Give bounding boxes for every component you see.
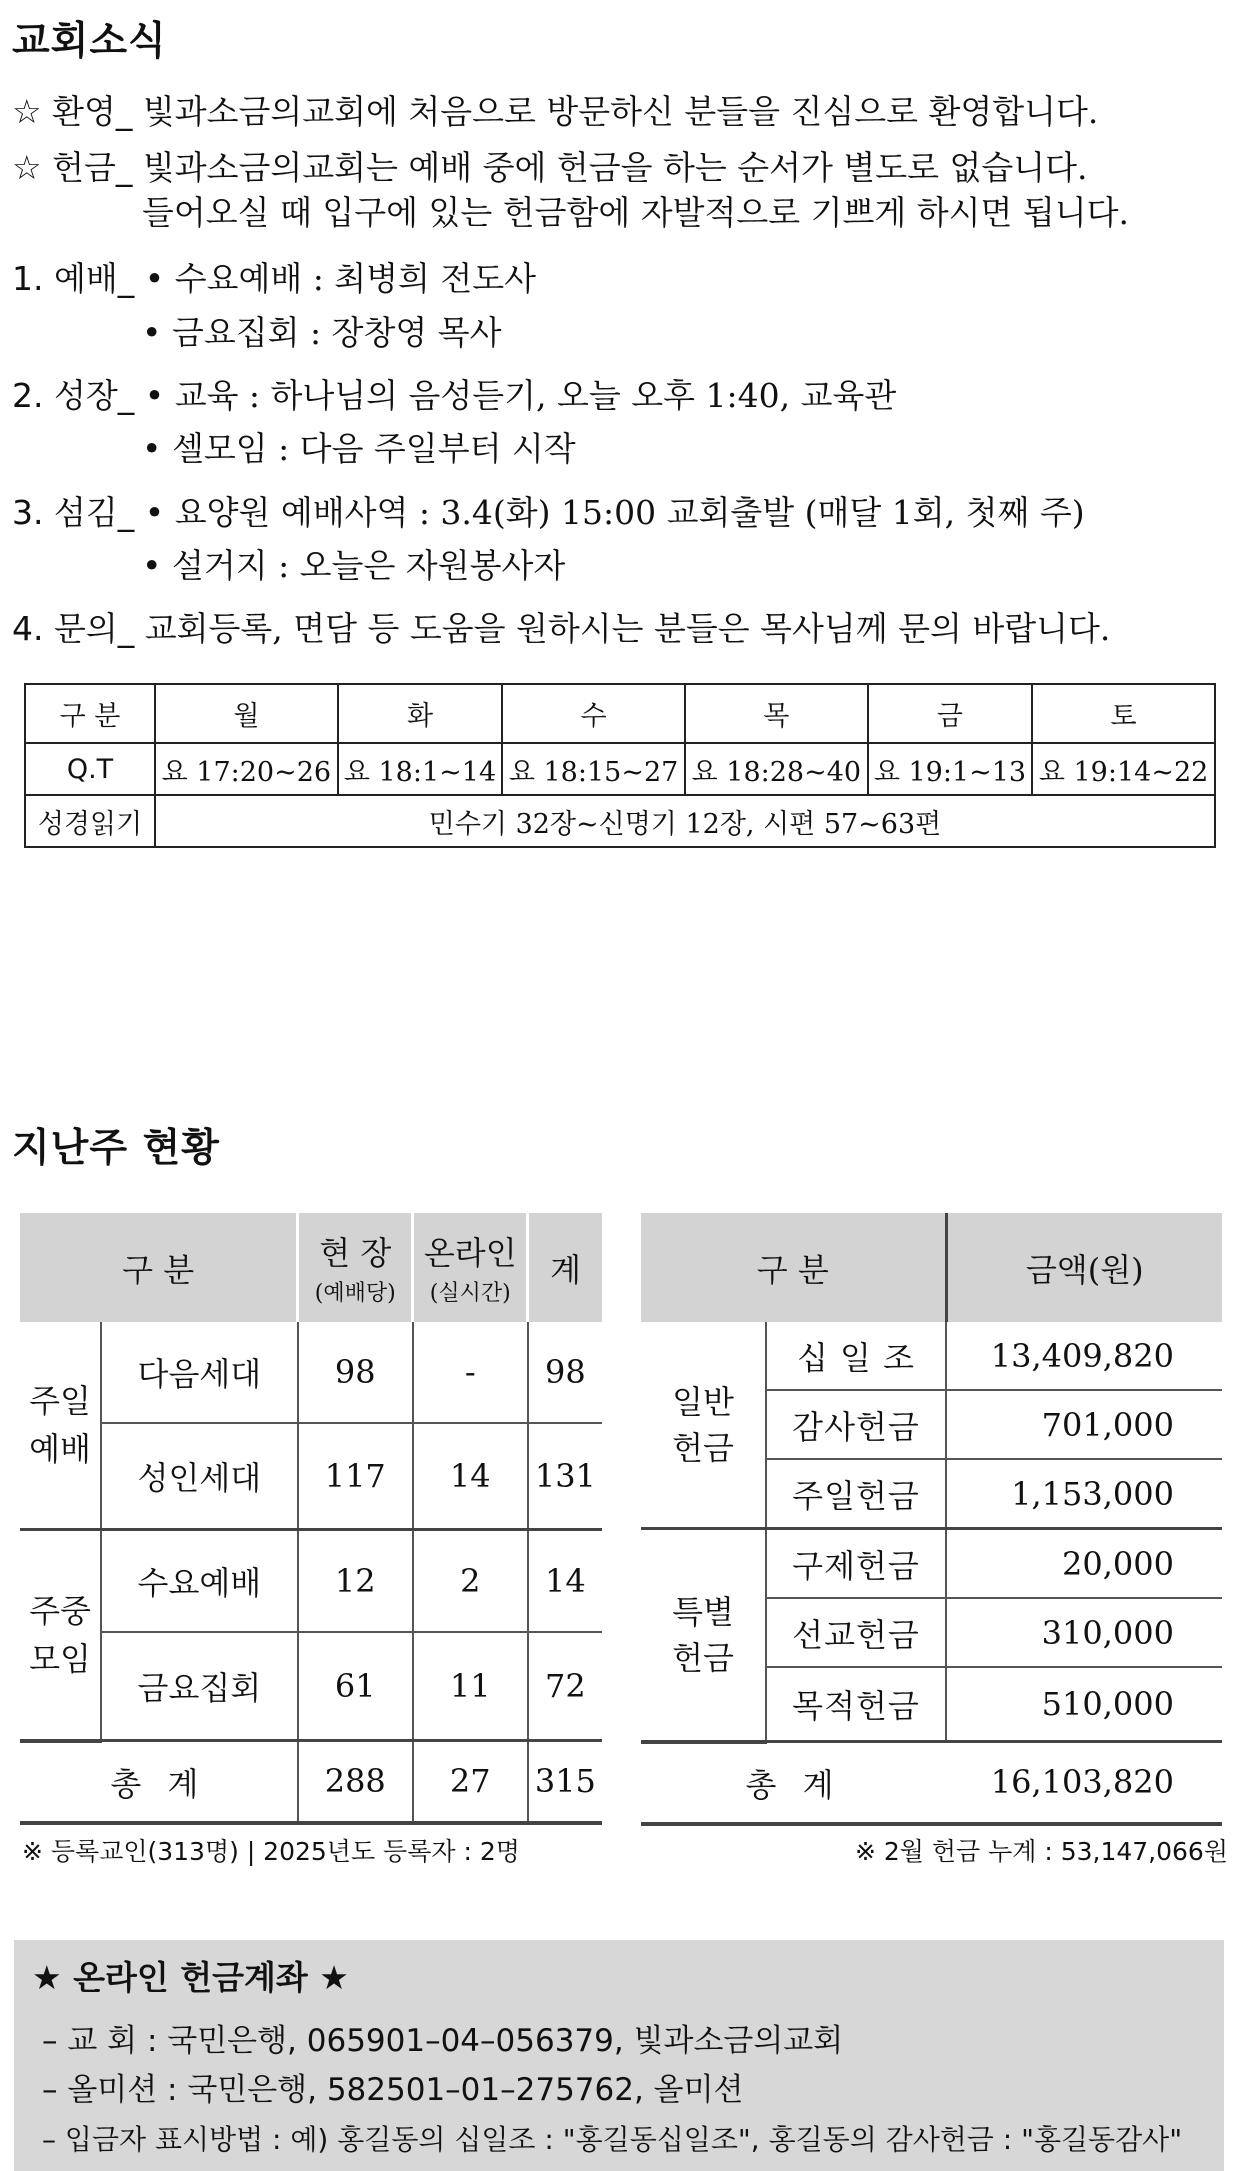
attendance-row-label: 다음세대 (101, 1322, 298, 1423)
attendance-total-sum: 315 (528, 1741, 602, 1823)
table-row (20, 1423, 602, 1530)
service-tag: 3. 섬김_ (12, 493, 135, 532)
offering-table (641, 1213, 1222, 1826)
notice-item-growth (12, 376, 896, 416)
qt-cell-mon: 요 17:20~26 (155, 743, 338, 795)
welcome-notice (12, 92, 1098, 132)
section-title-news: 교회소식 (12, 19, 167, 64)
reading-value: 민수기 32장~신명기 12장, 시편 57~63편 (155, 795, 1215, 847)
attendance-total-row (20, 1741, 602, 1823)
offering-amount: 13,409,820 (946, 1322, 1222, 1390)
attendance-row-label: 수요예배 (101, 1530, 298, 1633)
offering-text-line1: 빛과소금의교회는 예배 중에 헌금을 하는 순서가 별도로 없습니다. (142, 148, 1088, 187)
table-row (20, 1322, 602, 1423)
attendance-online-value: - (413, 1322, 528, 1423)
offering-header-row (641, 1213, 1222, 1322)
offering-header-amount: 금액(원) (946, 1213, 1222, 1322)
reading-label: 성경읽기 (25, 795, 155, 847)
online-label: 온라인 (423, 1234, 517, 1272)
qt-header-thu: 목 (685, 684, 868, 743)
attendance-group-weekday: 주중 모임 (20, 1530, 101, 1741)
growth-line2: • 셀모임 : 다음 주일부터 시작 (142, 429, 576, 468)
table-row (641, 1322, 1222, 1390)
notice-item-worship (12, 259, 536, 299)
account-church: – 교 회 : 국민은행, 065901–04–056379, 빛과소금의교회 (42, 2023, 844, 2059)
attendance-header-row (20, 1213, 602, 1322)
offering-item-label: 감사헌금 (766, 1390, 946, 1459)
attendance-total-label: 총 계 (20, 1741, 298, 1823)
section-title-weekly: 지난주 현황 (12, 1126, 220, 1171)
attendance-online-value: 14 (413, 1423, 528, 1530)
registration-note: ※ 등록교인(313명) | 2025년도 등록자 : 2명 (22, 1837, 520, 1866)
online-account-box (14, 1940, 1224, 2171)
onsite-label: 현 장 (319, 1234, 392, 1272)
qt-cell-wed: 요 18:15~27 (502, 743, 685, 795)
offering-total-amount: 16,103,820 (946, 1742, 1222, 1824)
attendance-table (20, 1213, 602, 1825)
attendance-onsite-value: 12 (298, 1530, 413, 1633)
table-row (641, 1529, 1222, 1599)
online-sublabel: (실시간) (429, 1281, 511, 1306)
attendance-total-onsite: 288 (298, 1741, 413, 1823)
offering-item-label: 선교헌금 (766, 1598, 946, 1667)
attendance-total-value: 72 (528, 1632, 602, 1741)
attendance-group-sunday: 주일 예배 (20, 1322, 101, 1530)
offering-item-label: 구제헌금 (766, 1529, 946, 1599)
offering-item-label: 십 일 조 (766, 1322, 946, 1390)
onsite-sublabel: (예배당) (314, 1281, 396, 1306)
reading-row (25, 795, 1215, 847)
offering-amount: 1,153,000 (946, 1459, 1222, 1529)
table-row (20, 1530, 602, 1633)
table-row (20, 1632, 602, 1741)
monthly-offering-note: ※ 2월 헌금 누계 : 53,147,066원 (854, 1837, 1228, 1866)
offering-amount: 310,000 (946, 1598, 1222, 1667)
notice-item-service (12, 493, 1085, 533)
attendance-header-category: 구 분 (20, 1213, 298, 1322)
notice-item-inquiry (12, 609, 1110, 649)
attendance-header-online (413, 1213, 528, 1322)
attendance-row-label: 성인세대 (101, 1423, 298, 1530)
attendance-total-online: 27 (413, 1741, 528, 1823)
offering-tag: ☆ 헌금_ (12, 148, 133, 187)
account-method: – 입금자 표시방법 : 예) 홍길동의 십일조 : "홍길동십일조", 홍길동의 감사헌금 : "홍길동감사" (42, 2123, 1183, 2156)
attendance-total-value: 98 (528, 1322, 602, 1423)
inquiry-line1: 교회등록, 면담 등 도움을 원하시는 분들은 목사님께 문의 바랍니다. (144, 609, 1111, 648)
account-mission: – 올미션 : 국민은행, 582501–01–275762, 올미션 (42, 2072, 744, 2108)
offering-group-general: 일반 헌금 (641, 1322, 766, 1529)
attendance-header-onsite (298, 1213, 413, 1322)
service-line1: • 요양원 예배사역 : 3.4(화) 15:00 교회출발 (매달 1회, 첫째 주) (144, 493, 1085, 532)
offering-amount: 701,000 (946, 1390, 1222, 1459)
offering-notice (12, 148, 1087, 188)
offering-amount: 510,000 (946, 1667, 1222, 1742)
attendance-onsite-value: 61 (298, 1632, 413, 1741)
attendance-total-value: 14 (528, 1530, 602, 1633)
welcome-text: 빛과소금의교회에 처음으로 방문하신 분들을 진심으로 환영합니다. (142, 92, 1099, 131)
account-title: ★ 온라인 헌금계좌 ★ (32, 1958, 349, 1997)
attendance-onsite-value: 98 (298, 1322, 413, 1423)
attendance-row-label: 금요집회 (101, 1632, 298, 1741)
offering-item-label: 목적헌금 (766, 1667, 946, 1742)
service-line2: • 설거지 : 오늘은 자원봉사자 (142, 546, 566, 585)
qt-header-mon: 월 (155, 684, 338, 743)
attendance-header-total: 계 (528, 1213, 602, 1322)
qt-header-tue: 화 (338, 684, 502, 743)
qt-label: Q.T (25, 743, 155, 795)
qt-header-category: 구 분 (25, 684, 155, 743)
attendance-online-value: 11 (413, 1632, 528, 1741)
inquiry-tag: 4. 문의_ (12, 609, 135, 648)
growth-line1: • 교육 : 하나님의 음성듣기, 오늘 오후 1:40, 교육관 (144, 376, 897, 415)
offering-total-row (641, 1742, 1222, 1824)
offering-item-label: 주일헌금 (766, 1459, 946, 1529)
qt-header-row (25, 684, 1215, 743)
qt-header-wed: 수 (502, 684, 685, 743)
qt-schedule-table (24, 683, 1216, 848)
growth-tag: 2. 성장_ (12, 376, 135, 415)
offering-amount: 20,000 (946, 1529, 1222, 1599)
qt-cell-tue: 요 18:1~14 (338, 743, 502, 795)
attendance-onsite-value: 117 (298, 1423, 413, 1530)
offering-text-line2: 들어오실 때 입구에 있는 헌금함에 자발적으로 기쁘게 하시면 됩니다. (142, 193, 1129, 232)
worship-line2: • 금요집회 : 장창영 목사 (142, 313, 502, 352)
attendance-total-value: 131 (528, 1423, 602, 1530)
qt-cell-sat: 요 19:14~22 (1032, 743, 1215, 795)
qt-header-fri: 금 (868, 684, 1032, 743)
qt-cell-thu: 요 18:28~40 (685, 743, 868, 795)
qt-header-sat: 토 (1032, 684, 1215, 743)
worship-line1: • 수요예배 : 최병희 전도사 (144, 259, 537, 298)
offering-total-label: 총 계 (641, 1742, 946, 1824)
welcome-tag: ☆ 환영_ (12, 92, 133, 131)
worship-tag: 1. 예배_ (12, 259, 135, 298)
qt-cell-fri: 요 19:1~13 (868, 743, 1032, 795)
offering-group-special: 특별 헌금 (641, 1529, 766, 1742)
attendance-online-value: 2 (413, 1530, 528, 1633)
offering-header-category: 구 분 (641, 1213, 946, 1322)
qt-row (25, 743, 1215, 795)
